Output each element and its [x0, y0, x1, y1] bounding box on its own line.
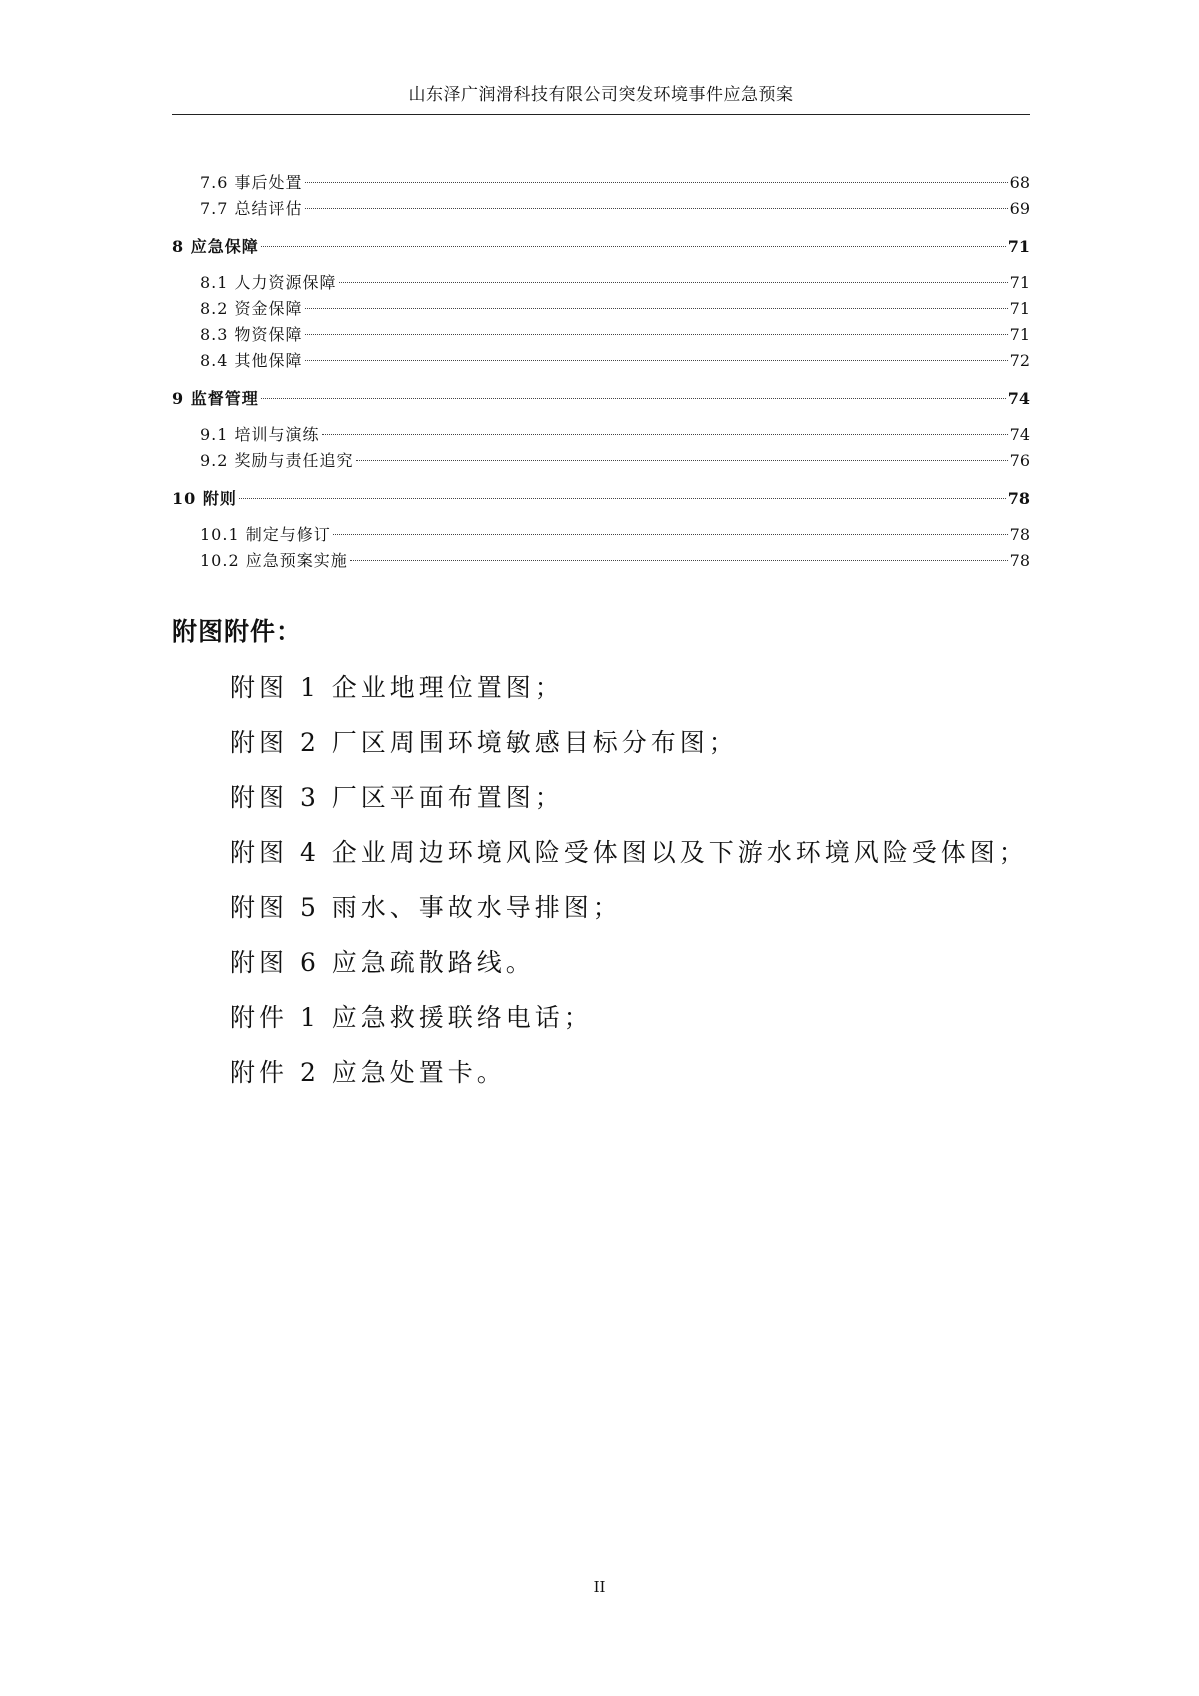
- toc-entry-label: 10.1 制定与修订: [200, 525, 331, 544]
- toc-leader-dots: [305, 308, 1008, 309]
- toc-entry[interactable]: [172, 322, 1030, 348]
- toc-entry[interactable]: [172, 270, 1030, 296]
- toc-leader-dots: [350, 560, 1008, 561]
- toc-chapter-entry[interactable]: [172, 234, 1030, 260]
- toc-entry-page: 71: [1009, 273, 1030, 292]
- attachment-item: 附件 2 应急处置卡。: [230, 1058, 506, 1087]
- toc-entry[interactable]: [172, 522, 1030, 548]
- toc-entry[interactable]: [172, 548, 1030, 574]
- toc-entry-label: 9.1 培训与演练: [200, 425, 320, 444]
- toc-entry-page: 71: [1007, 237, 1030, 256]
- attachment-item: 附图 4 企业周边环境风险受体图以及下游水环境风险受体图；: [230, 838, 1028, 867]
- toc-entry-label: 9 监督管理: [172, 389, 259, 408]
- toc-leader-dots: [239, 498, 1006, 499]
- toc-entry-page: 71: [1009, 325, 1030, 344]
- toc-entry-page: 74: [1007, 389, 1030, 408]
- attachment-item: 附图 3 厂区平面布置图；: [230, 783, 564, 812]
- attachment-item: 附图 1 企业地理位置图；: [230, 673, 564, 702]
- toc-entry[interactable]: [172, 170, 1030, 196]
- toc-leader-dots: [305, 360, 1008, 361]
- toc-entry-page: 78: [1007, 489, 1030, 508]
- attachments-list: [230, 660, 1028, 1100]
- toc-entry-label: 8.2 资金保障: [200, 299, 303, 318]
- toc-entry-page: 78: [1009, 525, 1030, 544]
- toc-entry-page: 72: [1009, 351, 1030, 370]
- toc-leader-dots: [333, 534, 1008, 535]
- toc-entry-label: 10.2 应急预案实施: [200, 551, 348, 570]
- page-header: [172, 82, 1030, 115]
- toc-entry[interactable]: [172, 348, 1030, 374]
- toc-entry[interactable]: [172, 196, 1030, 222]
- attachments-heading: 附图附件：: [172, 617, 303, 646]
- toc-entry-label: 8 应急保障: [172, 237, 259, 256]
- toc-entry-label: 8.3 物资保障: [200, 325, 303, 344]
- toc-entry-label: 7.6 事后处置: [200, 173, 303, 192]
- toc-entry[interactable]: [172, 296, 1030, 322]
- toc-leader-dots: [339, 282, 1008, 283]
- document-title: 山东泽广润滑科技有限公司突发环境事件应急预案: [408, 85, 794, 105]
- table-of-contents: [172, 170, 1030, 574]
- toc-entry-page: 68: [1009, 173, 1030, 192]
- toc-entry-label: 7.7 总结评估: [200, 199, 303, 218]
- attachment-item: 附件 1 应急救援联络电话；: [230, 1003, 593, 1032]
- toc-leader-dots: [305, 334, 1008, 335]
- toc-leader-dots: [356, 460, 1008, 461]
- attachment-item: 附图 5 雨水、事故水导排图；: [230, 893, 622, 922]
- toc-leader-dots: [305, 182, 1008, 183]
- toc-entry-label: 10 附则: [172, 489, 237, 508]
- toc-entry-page: 69: [1009, 199, 1030, 218]
- attachment-item: 附图 6 应急疏散路线。: [230, 948, 535, 977]
- toc-entry-page: 71: [1009, 299, 1030, 318]
- toc-leader-dots: [322, 434, 1008, 435]
- toc-entry-page: 76: [1009, 451, 1030, 470]
- toc-entry-label: 8.1 人力资源保障: [200, 273, 337, 292]
- toc-entry-page: 74: [1009, 425, 1030, 444]
- toc-entry-page: 78: [1009, 551, 1030, 570]
- toc-entry-label: 8.4 其他保障: [200, 351, 303, 370]
- page-number: II: [593, 1578, 606, 1596]
- toc-entry[interactable]: [172, 422, 1030, 448]
- toc-chapter-entry[interactable]: [172, 386, 1030, 412]
- toc-leader-dots: [261, 246, 1006, 247]
- toc-leader-dots: [305, 208, 1008, 209]
- toc-leader-dots: [261, 398, 1006, 399]
- toc-entry-label: 9.2 奖励与责任追究: [200, 451, 354, 470]
- toc-entry[interactable]: [172, 448, 1030, 474]
- toc-chapter-entry[interactable]: [172, 486, 1030, 512]
- attachment-item: 附图 2 厂区周围环境敏感目标分布图；: [230, 728, 738, 757]
